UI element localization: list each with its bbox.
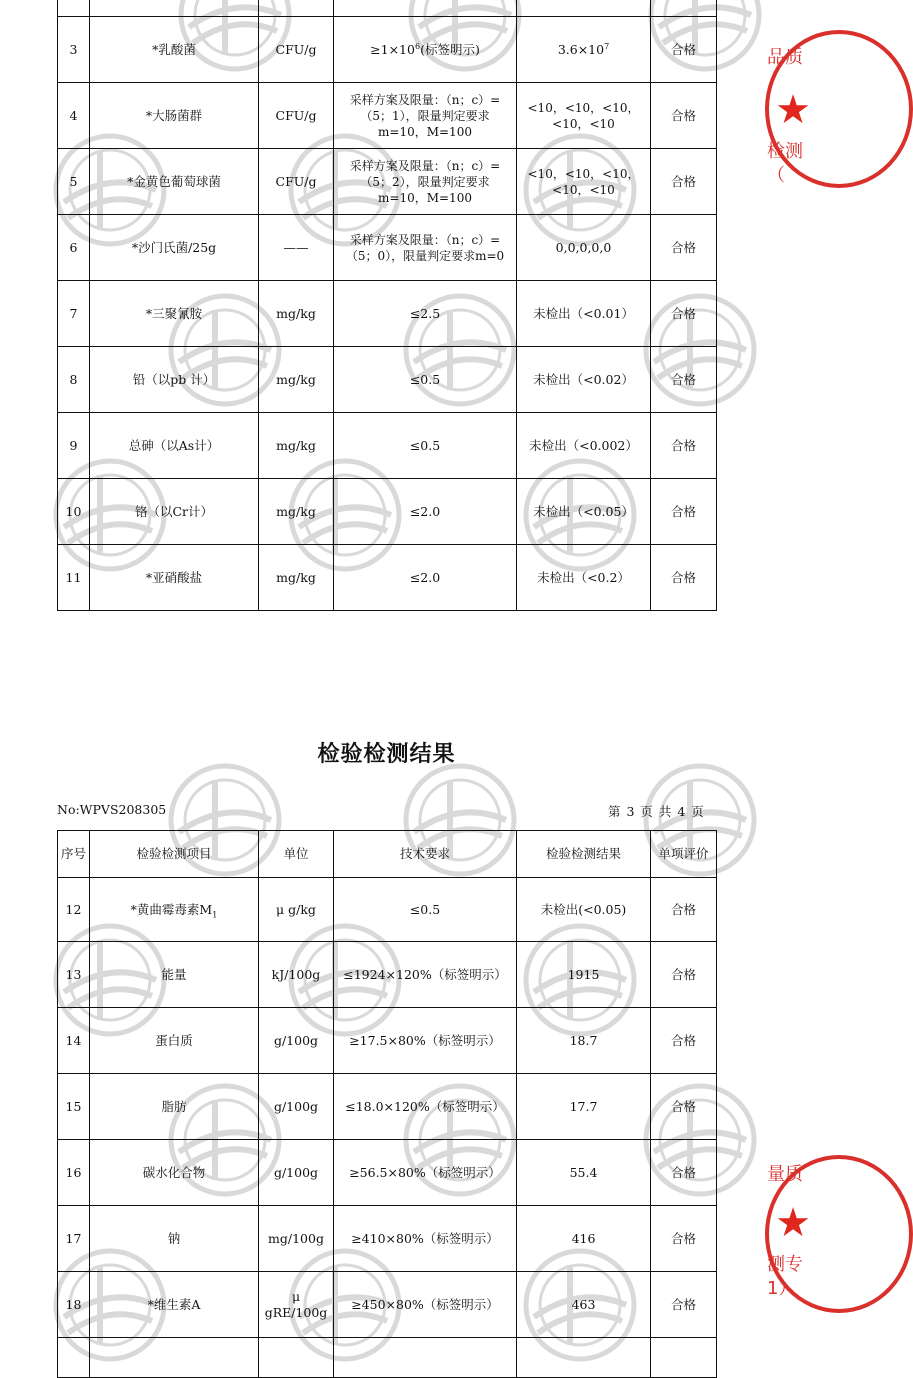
row-requirement: ≤0.5 bbox=[334, 347, 517, 413]
row-unit: mg/kg bbox=[259, 479, 334, 545]
row-unit: g/100g bbox=[259, 1140, 334, 1206]
row-item: 碳水化合物 bbox=[90, 1140, 259, 1206]
row-requirement: ≤2.5 bbox=[334, 281, 517, 347]
column-header: 检验检测项目 bbox=[90, 831, 259, 878]
inspection-seal: 品质 ★ 检测 （ bbox=[765, 30, 823, 190]
row-requirement: 采样方案及限量：（n；c）=（5；0），限量判定要求m=0 bbox=[334, 215, 517, 281]
row-item: 能量 bbox=[90, 942, 259, 1008]
row-unit: mg/100g bbox=[259, 1206, 334, 1272]
row-no: 9 bbox=[58, 413, 90, 479]
table-row bbox=[58, 413, 717, 479]
row-verdict: 合格 bbox=[651, 347, 717, 413]
row-unit: g/100g bbox=[259, 1074, 334, 1140]
row-unit: mg/kg bbox=[259, 413, 334, 479]
page-title: 检验检测结果 bbox=[317, 742, 456, 767]
row-result: 1915 bbox=[517, 942, 651, 1008]
row-result: $3.6\times 10^7$ bbox=[517, 17, 651, 83]
table-row bbox=[58, 1206, 717, 1272]
table-row bbox=[58, 545, 717, 611]
row-no: 4 bbox=[58, 83, 90, 149]
row-requirement: ≥410×80%（标签明示） bbox=[334, 1206, 517, 1272]
row-item: *大肠菌群 bbox=[90, 83, 259, 149]
row-unit: mg/kg bbox=[259, 281, 334, 347]
row-item: 蛋白质 bbox=[90, 1008, 259, 1074]
column-header: 检验检测结果 bbox=[517, 831, 651, 878]
inspection-seal: 量质 ★ 测专 1） bbox=[765, 1155, 823, 1315]
table-row bbox=[58, 149, 717, 215]
row-item: *亚硝酸盐 bbox=[90, 545, 259, 611]
table-row bbox=[58, 1140, 717, 1206]
row-verdict: 合格 bbox=[651, 1272, 717, 1338]
row-result: 未检出（<0.002） bbox=[517, 413, 651, 479]
row-verdict: 合格 bbox=[651, 83, 717, 149]
row-item: *三聚氰胺 bbox=[90, 281, 259, 347]
row-unit: kJ/100g bbox=[259, 942, 334, 1008]
row-requirement: ≤0.5 bbox=[334, 413, 517, 479]
row-verdict: 合格 bbox=[651, 878, 717, 942]
row-result: 463 bbox=[517, 1272, 651, 1338]
row-verdict: 合格 bbox=[651, 149, 717, 215]
column-header: 序号 bbox=[58, 831, 90, 878]
row-requirement: ≥450×80%（标签明示） bbox=[334, 1272, 517, 1338]
row-no: 16 bbox=[58, 1140, 90, 1206]
row-requirement: ≤1924×120%（标签明示） bbox=[334, 942, 517, 1008]
row-requirement: 采样方案及限量：（n；c）=（5；2），限量判定要求m=10，M=100 bbox=[334, 149, 517, 215]
table-row bbox=[58, 215, 717, 281]
table-row bbox=[58, 878, 717, 942]
table-row-cut bbox=[58, 1338, 717, 1378]
row-unit: CFU/g bbox=[259, 17, 334, 83]
column-header: 单项评价 bbox=[651, 831, 717, 878]
row-requirement: ≤18.0×120%（标签明示） bbox=[334, 1074, 517, 1140]
star-icon: ★ bbox=[775, 1200, 811, 1246]
row-item: *沙门氏菌/25g bbox=[90, 215, 259, 281]
row-result: 未检出（<0.01） bbox=[517, 281, 651, 347]
row-item: 总砷（以As计） bbox=[90, 413, 259, 479]
row-result: 未检出（<0.02） bbox=[517, 347, 651, 413]
row-unit: CFU/g bbox=[259, 149, 334, 215]
row-item: 脂肪 bbox=[90, 1074, 259, 1140]
row-verdict: 合格 bbox=[651, 1008, 717, 1074]
row-verdict: 合格 bbox=[651, 1074, 717, 1140]
row-no: 11 bbox=[58, 545, 90, 611]
row-unit: CFU/g bbox=[259, 83, 334, 149]
row-no: 13 bbox=[58, 942, 90, 1008]
row-item: *乳酸菌 bbox=[90, 17, 259, 83]
row-unit: mg/kg bbox=[259, 545, 334, 611]
row-verdict: 合格 bbox=[651, 413, 717, 479]
table-row bbox=[58, 1008, 717, 1074]
row-item: 铅（以pb 计） bbox=[90, 347, 259, 413]
row-result: <10，<10，<10，<10，<10 bbox=[517, 83, 651, 149]
row-unit: —— bbox=[259, 215, 334, 281]
row-unit: mg/kg bbox=[259, 347, 334, 413]
table-row bbox=[58, 17, 717, 83]
table-row bbox=[58, 347, 717, 413]
row-verdict: 合格 bbox=[651, 281, 717, 347]
row-no: 3 bbox=[58, 17, 90, 83]
row-requirement: ≥17.5×80%（标签明示） bbox=[334, 1008, 517, 1074]
row-result: 0,0,0,0,0 bbox=[517, 215, 651, 281]
row-no: 10 bbox=[58, 479, 90, 545]
row-no: 5 bbox=[58, 149, 90, 215]
table-header-row bbox=[58, 831, 717, 878]
table-row bbox=[58, 942, 717, 1008]
row-verdict: 合格 bbox=[651, 942, 717, 1008]
row-requirement: $\ge 1\times 10^6$(标签明示) bbox=[334, 17, 517, 83]
row-item: *维生素A bbox=[90, 1272, 259, 1338]
row-verdict: 合格 bbox=[651, 1140, 717, 1206]
page-indicator: 第 3 页 共 4 页 bbox=[608, 804, 704, 819]
column-header: 单位 bbox=[259, 831, 334, 878]
table-row bbox=[58, 281, 717, 347]
table-row bbox=[58, 479, 717, 545]
row-result: 55.4 bbox=[517, 1140, 651, 1206]
row-result: 17.7 bbox=[517, 1074, 651, 1140]
row-verdict: 合格 bbox=[651, 215, 717, 281]
row-requirement: ≤2.0 bbox=[334, 545, 517, 611]
row-result: 18.7 bbox=[517, 1008, 651, 1074]
row-no: 17 bbox=[58, 1206, 90, 1272]
row-no: 15 bbox=[58, 1074, 90, 1140]
row-no: 12 bbox=[58, 878, 90, 942]
row-verdict: 合格 bbox=[651, 545, 717, 611]
document-number: No:WPVS208305 bbox=[57, 802, 167, 817]
row-no: 6 bbox=[58, 215, 90, 281]
row-no: 7 bbox=[58, 281, 90, 347]
table-row-cut bbox=[58, 0, 717, 17]
row-verdict: 合格 bbox=[651, 479, 717, 545]
row-result: <10，<10，<10，<10，<10 bbox=[517, 149, 651, 215]
row-item: *金黄色葡萄球菌 bbox=[90, 149, 259, 215]
results-table bbox=[57, 830, 717, 1378]
results-table-continued bbox=[57, 0, 717, 611]
row-no: 8 bbox=[58, 347, 90, 413]
row-result: 未检出（<0.05） bbox=[517, 479, 651, 545]
table-row bbox=[58, 1074, 717, 1140]
row-unit: μ g/kg bbox=[259, 878, 334, 942]
row-item: *黄曲霉毒素$M_1$ bbox=[90, 878, 259, 942]
star-icon: ★ bbox=[775, 87, 811, 133]
row-verdict: 合格 bbox=[651, 17, 717, 83]
column-header: 技术要求 bbox=[334, 831, 517, 878]
row-requirement: ≥56.5×80%（标签明示） bbox=[334, 1140, 517, 1206]
row-requirement: ≤2.0 bbox=[334, 479, 517, 545]
table-row bbox=[58, 1272, 717, 1338]
row-result: 未检出（<0.2） bbox=[517, 545, 651, 611]
table-row bbox=[58, 83, 717, 149]
row-no: 18 bbox=[58, 1272, 90, 1338]
row-result: 未检出(<0.05) bbox=[517, 878, 651, 942]
row-verdict: 合格 bbox=[651, 1206, 717, 1272]
row-no: 14 bbox=[58, 1008, 90, 1074]
row-item: 钠 bbox=[90, 1206, 259, 1272]
row-result: 416 bbox=[517, 1206, 651, 1272]
row-item: 铬（以Cr计） bbox=[90, 479, 259, 545]
row-unit: μ gRE/100g bbox=[259, 1272, 334, 1338]
row-requirement: ≤0.5 bbox=[334, 878, 517, 942]
row-unit: g/100g bbox=[259, 1008, 334, 1074]
row-requirement: 采样方案及限量：（n；c）=（5；1），限量判定要求m=10，M=100 bbox=[334, 83, 517, 149]
